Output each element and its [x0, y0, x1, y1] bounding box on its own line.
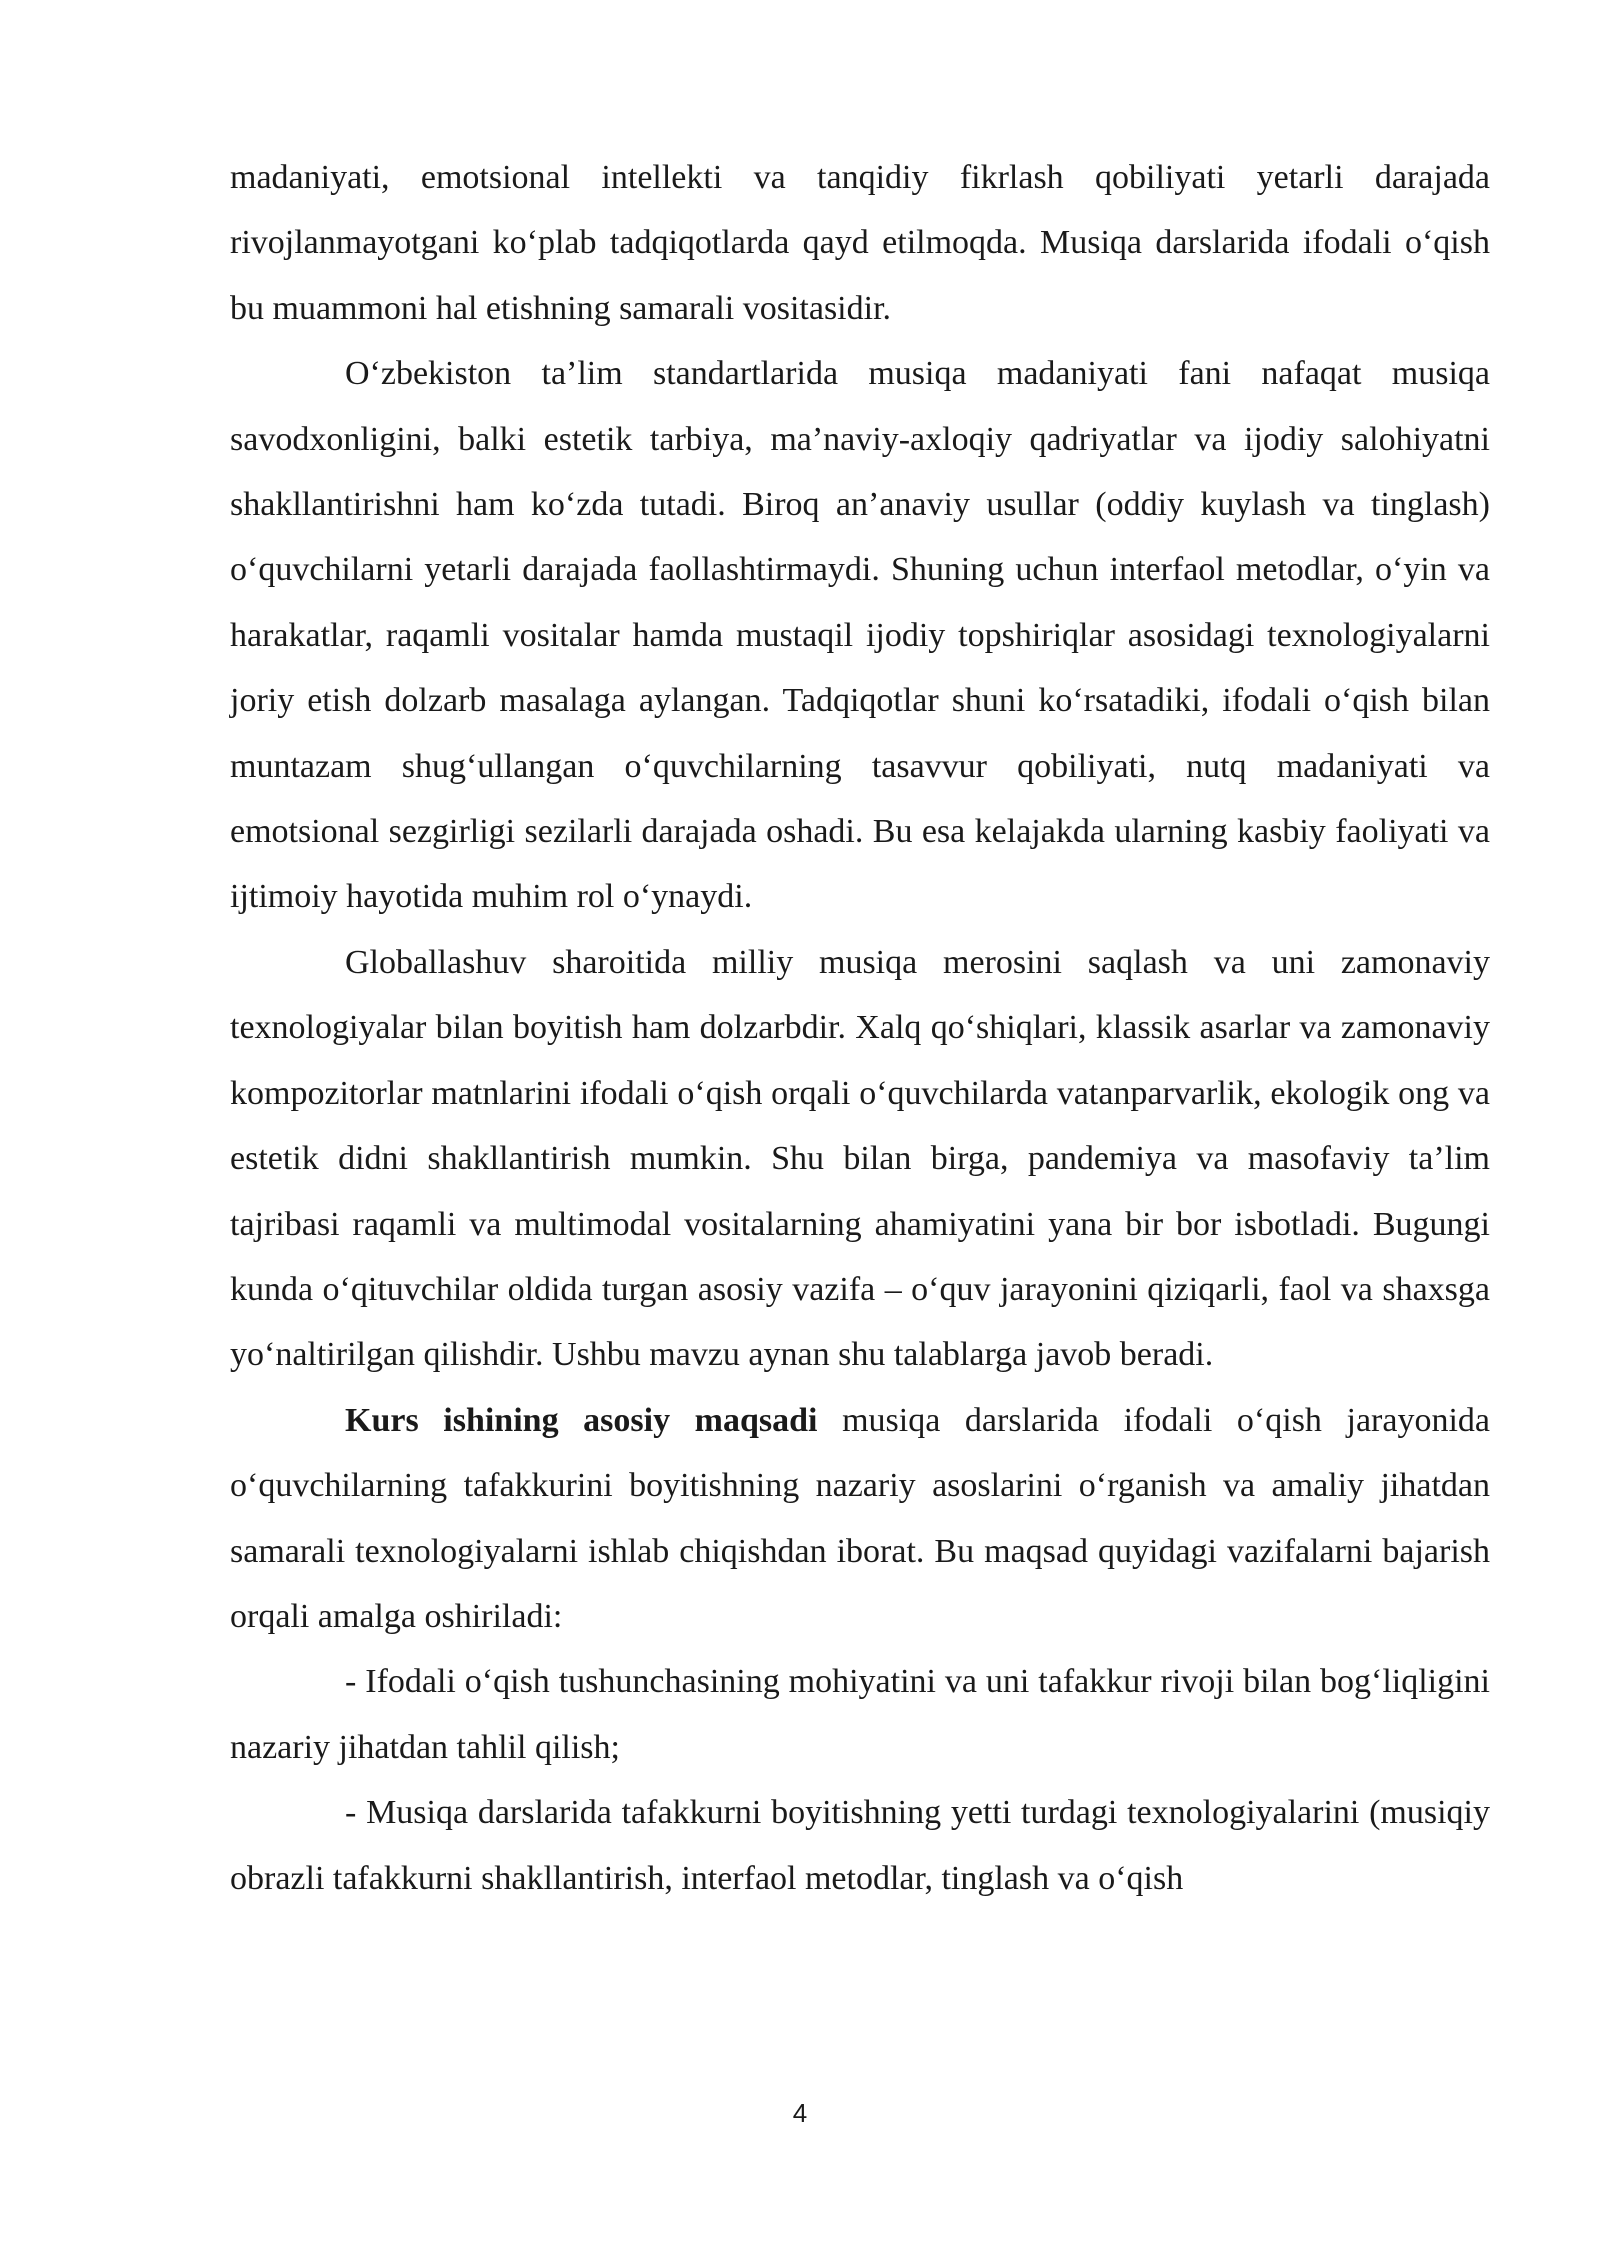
task-item-1: - Ifodali o‘qish tushunchasining mohiyatini va uni tafakkur rivoji bilan bog‘liqligini nazariy jihatdan tahlil qilish; [230, 1663, 1490, 1766]
aim-bold-lead: Kurs ishining asosiy maqsadi [345, 1401, 818, 1439]
paragraph-standards: O‘zbekiston ta’lim standartlarida musiqa madaniyati fani nafaqat musiqa savodxonligini, balki estetik tarbiya, ma’naviy-axloqiy qadriyatlar va ijodiy salohiyatni shakllantirishni ham ko‘zda tutadi. Biroq an’anaviy usullar (oddiy kuylash va tinglash) o‘quvchilarni yetarli darajada faollashtirmaydi. Shuning uchun interfaol metodlar, o‘yin va harakatlar, raqamli vositalar hamda mustaqil ijodiy topshiriqlar asosidagi texnologiyalarni joriy etish dolzarb masalaga aylangan. Tadqiqotlar shuni ko‘rsatadiki, ifodali o‘qish bilan muntazam shug‘ullangan o‘quvchilarning tasavvur qobiliyati, nutq madaniyati va emotsional sezgirligi sezilarli darajada oshadi. Bu esa kelajakda ularning kasbiy faoliyati va ijtimoiy hayotida muhim rol o‘ynaydi. [230, 355, 1490, 916]
paragraph-aim [230, 1388, 1490, 1650]
task-item-2: - Musiqa darslarida tafakkurni boyitishning yetti turdagi texnologiyalarini (musiqiy obrazli tafakkurni shakllantirish, interfaol metodlar, tinglash va o‘qish [230, 1794, 1490, 1897]
page-number: 4 [792, 2098, 808, 2128]
paragraph-globalization: Globallashuv sharoitida milliy musiqa merosini saqlash va uni zamonaviy texnologiyalar bilan boyitish ham dolzarbdir. Xalq qo‘shiqlari, klassik asarlar va zamonaviy kompozitorlar matnlarini ifodali o‘qish orqali o‘quvchilarda vatanparvarlik, ekologik ong va estetik didni shakllantirish mumkin. Shu bilan birga, pandemiya va masofaviy ta’lim tajribasi raqamli va multimodal vositalarning ahamiyatini yana bir bor isbotladi. Bugungi kunda o‘qituvchilar oldida turgan asosiy vazifa – o‘quv jarayonini qiziqarli, faol va shaxsga yo‘naltirilgan qilishdir. Ushbu mavzu aynan shu talablarga javob beradi. [230, 943, 1490, 1374]
body-text [230, 145, 1490, 1911]
paragraph-continuation: madaniyati, emotsional intellekti va tanqidiy fikrlash qobiliyati yetarli darajada rivojlanmayotgani ko‘plab tadqiqotlarda qayd etilmoqda. Musiqa darslarida ifodali o‘qish bu muammoni hal etishning samarali vositasidir. [230, 159, 1490, 327]
aim-text: musiqa darslarida ifodali o‘qish jarayonida o‘quvchilarning tafakkurini boyitishning nazariy asoslarini o‘rganish va amaliy jihatdan samarali texnologiyalarni ishlab chiqishdan iborat. Bu maqsad quyidagi vazifalarni bajarish orqali amalga oshiriladi: [230, 1401, 1491, 1635]
